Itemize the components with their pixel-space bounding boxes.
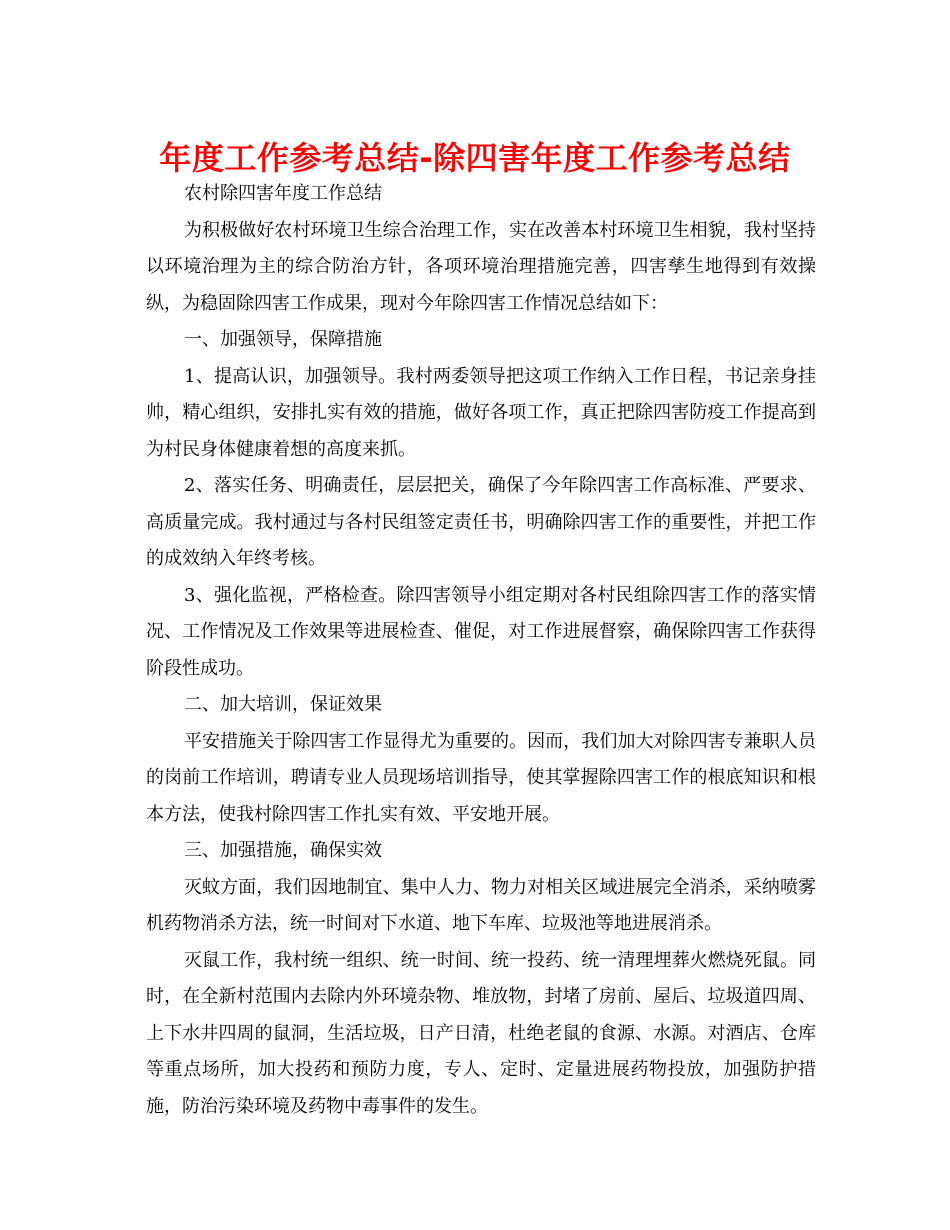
body-paragraph: 3、强化监视，严格检查。除四害领导小组定期对各村民组除四害工作的落实情况、工作情况及工作效果等进展检查、催促，对工作进展督察，确保除四害工作获得阶段性成功。 [146, 584, 816, 679]
intro-paragraph: 为积极做好农村环境卫生综合治理工作，实在改善本村环境卫生相貌，我村坚持以环境治理为主的综合防治方针，各项环境治理措施完善，四害孳生地得到有效操纵，为稳固除四害工作成果，现对今年除四害工作情况总结如下： [146, 219, 816, 314]
document-title: 年度工作参考总结-除四害年度工作参考总结 [159, 139, 791, 177]
document-body [146, 176, 816, 1125]
section-heading-1: 一、加强领导，保障措施 [184, 329, 382, 350]
subtitle-paragraph: 农村除四害年度工作总结 [184, 183, 382, 204]
section-heading-3: 三、加强措施，确保实效 [184, 840, 382, 861]
section-heading-2: 二、加大培训，保证效果 [184, 694, 382, 715]
body-paragraph: 灭蚊方面，我们因地制宜、集中人力、物力对相关区域进展完全消杀，采纳喷雾机药物消杀方法，统一时间对下水道、地下车库、垃圾池等地进展消杀。 [146, 876, 816, 934]
body-paragraph: 2、落实任务、明确责任，层层把关，确保了今年除四害工作高标准、严要求、高质量完成。我村通过与各村民组签定责任书，明确除四害工作的重要性，并把工作的成效纳入年终考核。 [146, 475, 816, 569]
body-paragraph: 1、提高认识，加强领导。我村两委领导把这项工作纳入工作日程，书记亲身挂帅，精心组织，安排扎实有效的措施，做好各项工作，真正把除四害防疫工作提高到为村民身体健康着想的高度来抓。 [146, 365, 816, 460]
body-paragraph: 灭鼠工作，我村统一组织、统一时间、统一投药、统一清理埋葬火燃烧死鼠。同时，在全新村范围内去除内外环境杂物、堆放物，封堵了房前、屋后、垃圾道四周、上下水井四周的鼠洞，生活垃圾，日产日清，杜绝老鼠的食源、水源。对酒店、仓库等重点场所，加大投药和预防力度，专人、定时、定量进展药物投放，加强防护措施，防治污染环境及药物中毒事件的发生。 [146, 949, 816, 1117]
body-paragraph: 平安措施关于除四害工作显得尤为重要的。因而，我们加大对除四害专兼职人员的岗前工作培训，聘请专业人员现场培训指导，使其掌握除四害工作的根底知识和根本方法，使我村除四害工作扎实有效、平安地开展。 [146, 730, 816, 825]
